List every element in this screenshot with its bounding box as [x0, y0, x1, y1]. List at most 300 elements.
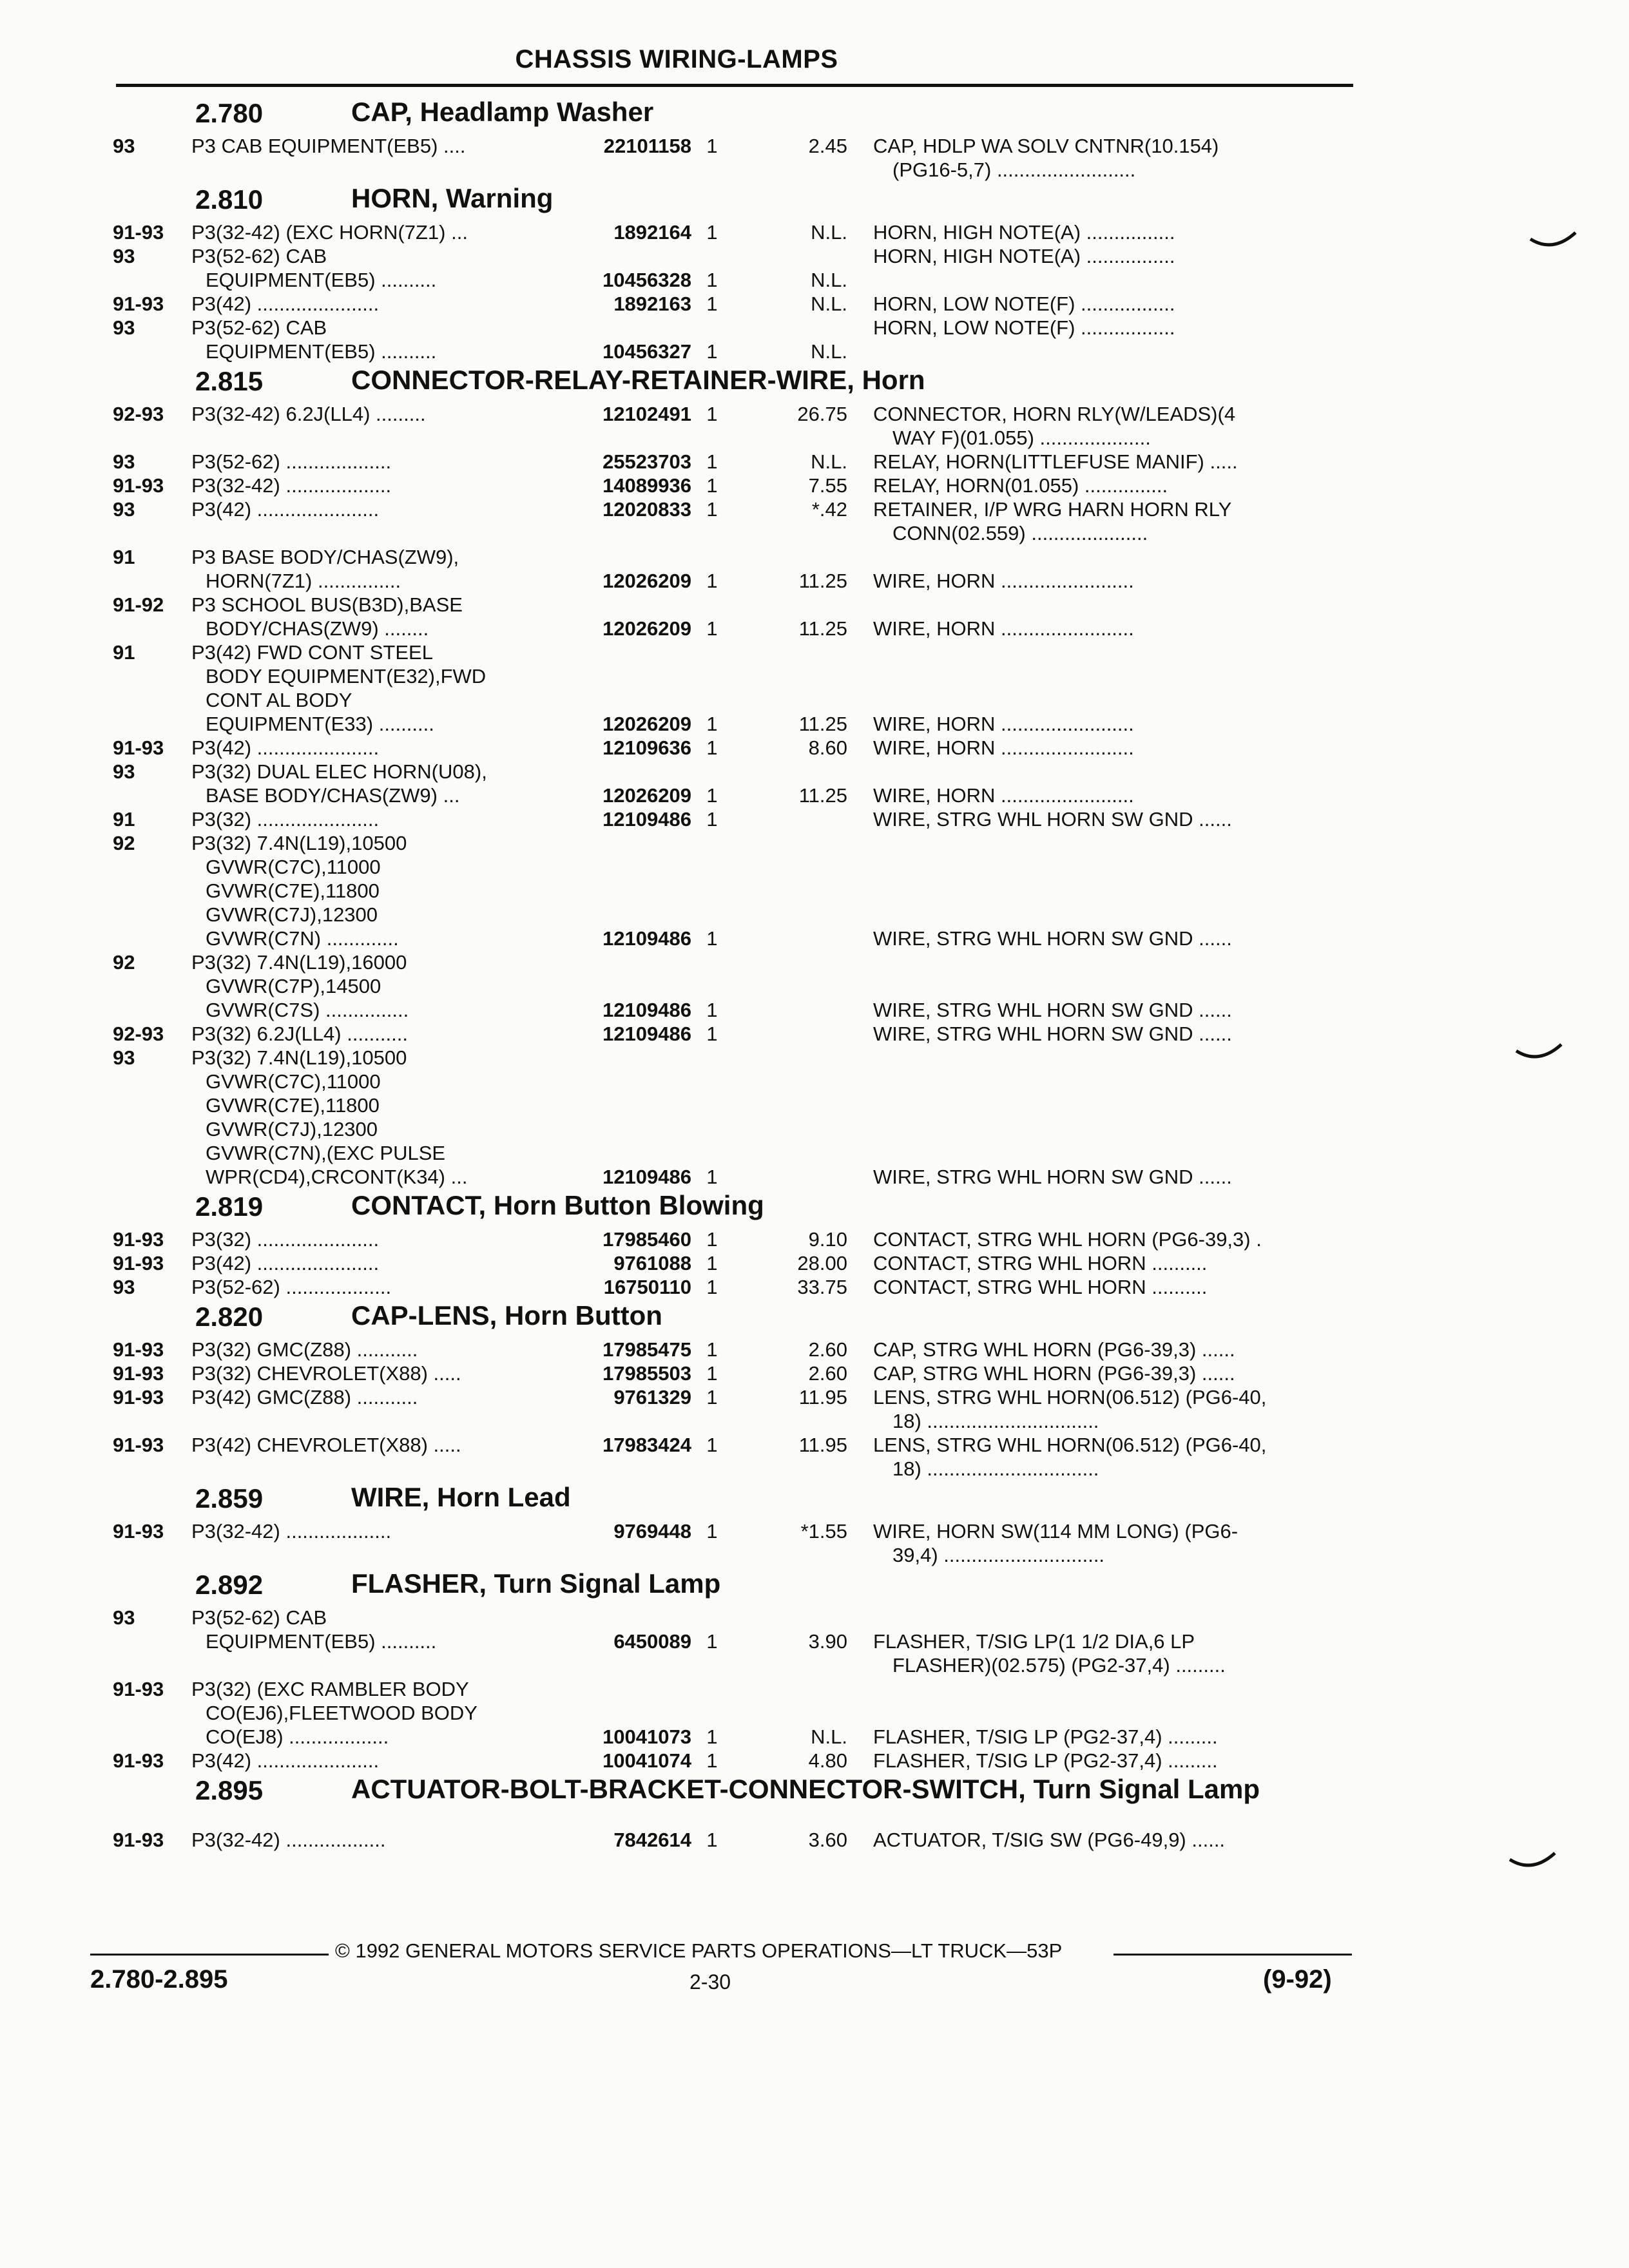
part-description-line [873, 593, 1350, 617]
application-line: EQUIPMENT(EB5) .......... [206, 1630, 437, 1653]
part-number: 12109486 [551, 998, 691, 1022]
part-number: 1892163 [551, 292, 691, 316]
footer-copyright: © 1992 GENERAL MOTORS SERVICE PARTS OPERATIONS—LT TRUCK—53P [335, 1939, 1063, 1962]
part-description-line [873, 1117, 1350, 1141]
application-line: P3(32) CHEVROLET(X88) ..... [191, 1362, 461, 1385]
check-mark-icon [1527, 229, 1579, 255]
application-line: P3(42) ...................... [191, 498, 380, 521]
check-mark-icon [1507, 1849, 1558, 1875]
section-title: FLASHER, Turn Signal Lamp [351, 1568, 721, 1599]
price: 11.95 [798, 1434, 847, 1456]
model-years: 93 [113, 135, 135, 157]
price: N.L. [811, 1725, 847, 1748]
part-description-line: HORN, HIGH NOTE(A) ................ [873, 245, 1175, 267]
application-line: P3 BASE BODY/CHAS(ZW9), [191, 546, 459, 568]
parts-list [113, 95, 1350, 1852]
model-years: 91-93 [113, 474, 164, 497]
footer-section-range: 2.780-2.895 [90, 1965, 228, 1994]
part-number: 12109486 [551, 927, 691, 950]
application-line: BODY EQUIPMENT(E32),FWD [206, 665, 487, 687]
application-line: P3(42) ...................... [191, 1252, 380, 1274]
quantity: 1 [706, 1362, 718, 1385]
section-title: CAP, Headlamp Washer [351, 97, 654, 127]
application-line: GVWR(C7N),(EXC PULSE [206, 1142, 446, 1164]
price: 2.45 [808, 135, 847, 157]
application-line: EQUIPMENT(EB5) .......... [206, 269, 437, 291]
part-number: 6450089 [551, 1629, 691, 1653]
part-row [113, 1022, 1350, 1046]
part-description-line [873, 640, 1350, 664]
application-line: GVWR(C7P),14500 [206, 975, 381, 997]
section-header [113, 1299, 1350, 1338]
quantity: 1 [706, 1386, 718, 1408]
quantity: 1 [706, 999, 718, 1021]
application-line: P3(32) 7.4N(L19),10500 [191, 1046, 407, 1069]
part-description-line [873, 1701, 1350, 1725]
part-row [113, 593, 1350, 640]
section-header [113, 1189, 1350, 1227]
quantity: 1 [706, 1829, 718, 1851]
section-number: 2.819 [195, 1191, 264, 1222]
part-row [113, 760, 1350, 807]
application-line: BODY/CHAS(ZW9) ........ [206, 617, 429, 640]
part-number: 22101158 [551, 134, 691, 158]
quantity: 1 [706, 293, 718, 315]
part-row [113, 640, 1350, 736]
part-row [113, 807, 1350, 831]
model-years: 92 [113, 832, 135, 854]
section-header [113, 1567, 1350, 1606]
part-number: 12109636 [551, 736, 691, 760]
part-row [113, 1828, 1350, 1852]
part-description-line: WIRE, HORN ........................ [873, 784, 1134, 807]
section-header [113, 95, 1350, 134]
part-description [873, 497, 1350, 545]
quantity: 1 [706, 403, 718, 425]
application-line: P3(32) DUAL ELEC HORN(U08), [191, 760, 487, 783]
application-line: P3(52-62) CAB [191, 245, 327, 267]
price: 11.95 [798, 1386, 847, 1408]
price: 4.80 [808, 1749, 847, 1772]
part-description-line: CONTACT, STRG WHL HORN (PG6-39,3) . [873, 1228, 1262, 1251]
footer-rule-right [1113, 1954, 1352, 1956]
part-description [873, 1749, 1350, 1773]
section-number: 2.895 [195, 1775, 264, 1805]
part-description-line: HORN, HIGH NOTE(A) ................ [873, 221, 1175, 244]
model-years: 91-93 [113, 1749, 164, 1772]
part-description [873, 1227, 1350, 1251]
section-number: 2.859 [195, 1483, 264, 1514]
part-description-line [873, 760, 1350, 783]
part-description-line: RELAY, HORN(01.055) ............... [873, 474, 1168, 497]
part-description [873, 402, 1350, 450]
application-line: GVWR(C7E),11800 [206, 879, 380, 902]
application-line: P3(42) ...................... [191, 1749, 380, 1772]
model-years: 93 [113, 498, 135, 521]
part-description-line: CAP, STRG WHL HORN (PG6-39,3) ...... [873, 1362, 1235, 1385]
quantity: 1 [706, 1725, 718, 1748]
application-line: P3(32) ...................... [191, 1228, 380, 1251]
part-description-line [873, 1677, 1350, 1701]
model-years: 91-93 [113, 1520, 164, 1542]
quantity: 1 [706, 1023, 718, 1045]
part-description-line: WIRE, STRG WHL HORN SW GND ...... [873, 999, 1232, 1021]
section-number: 2.892 [195, 1570, 264, 1600]
application-line: HORN(7Z1) ............... [206, 570, 401, 592]
part-description-line: FLASHER, T/SIG LP(1 1/2 DIA,6 LP [873, 1630, 1195, 1653]
part-description-line [873, 950, 1350, 974]
part-number: 12109486 [551, 1022, 691, 1046]
part-description-line: ACTUATOR, T/SIG SW (PG6-49,9) ...... [873, 1829, 1226, 1851]
quantity: 1 [706, 808, 718, 831]
price: 2.60 [808, 1362, 847, 1385]
part-description-line: WIRE, HORN SW(114 MM LONG) (PG6- [873, 1520, 1239, 1542]
part-row [113, 545, 1350, 593]
part-row [113, 1338, 1350, 1361]
part-description-line [873, 974, 1350, 998]
price: 7.55 [808, 474, 847, 497]
model-years: 91 [113, 641, 135, 664]
part-description-line [873, 1093, 1350, 1117]
part-number: 7842614 [551, 1828, 691, 1852]
application-line: P3(32-42) ................... [191, 1520, 392, 1542]
part-description [873, 244, 1350, 268]
part-description-line: FLASHER, T/SIG LP (PG2-37,4) ......... [873, 1725, 1218, 1748]
model-years: 93 [113, 1606, 135, 1629]
quantity: 1 [706, 498, 718, 521]
price: 3.60 [808, 1829, 847, 1851]
model-years: 91-93 [113, 1386, 164, 1408]
part-row [113, 1251, 1350, 1275]
price: 28.00 [797, 1252, 847, 1274]
part-description [873, 1519, 1350, 1567]
part-row [113, 402, 1350, 450]
price: *.42 [811, 498, 847, 521]
part-description [873, 760, 1350, 807]
application-line: P3(32) 6.2J(LL4) ........... [191, 1023, 408, 1045]
part-description [873, 1677, 1350, 1749]
quantity: 1 [706, 927, 718, 950]
model-years: 91-93 [113, 1678, 164, 1700]
price: 11.25 [798, 570, 847, 592]
application-line: P3(32-42) (EXC HORN(7Z1) ... [191, 221, 468, 244]
part-description [873, 1338, 1350, 1361]
model-years: 91 [113, 546, 135, 568]
part-description [873, 220, 1350, 244]
quantity: 1 [706, 1338, 718, 1361]
section-title: CONTACT, Horn Button Blowing [351, 1190, 764, 1220]
model-years: 91-93 [113, 736, 164, 759]
part-description-line: RELAY, HORN(LITTLEFUSE MANIF) ..... [873, 450, 1238, 473]
part-description [873, 736, 1350, 760]
price: 33.75 [797, 1276, 847, 1298]
price: N.L. [811, 340, 847, 363]
part-description-line [873, 545, 1350, 569]
section-header [113, 363, 1350, 402]
section-number: 2.780 [195, 98, 264, 128]
price: N.L. [811, 450, 847, 473]
part-description-line: CAP, STRG WHL HORN (PG6-39,3) ...... [873, 1338, 1235, 1361]
part-description-line: CONTACT, STRG WHL HORN .......... [873, 1276, 1208, 1298]
model-years: 93 [113, 760, 135, 783]
quantity: 1 [706, 474, 718, 497]
part-description-line: CONTACT, STRG WHL HORN .......... [873, 1252, 1208, 1274]
part-description [873, 1275, 1350, 1299]
part-description-line [873, 855, 1350, 879]
part-description [873, 450, 1350, 474]
application-line: P3(42) ...................... [191, 736, 380, 759]
part-description-line [873, 688, 1350, 712]
part-number: 1892164 [551, 220, 691, 244]
part-description [873, 640, 1350, 736]
part-number: 17983424 [551, 1433, 691, 1457]
part-number: 12102491 [551, 402, 691, 426]
part-number: 9769448 [551, 1519, 691, 1543]
part-description [873, 1251, 1350, 1275]
application-line: GVWR(C7C),11000 [206, 1070, 381, 1093]
part-description-line: WAY F)(01.055) .................... [892, 427, 1151, 449]
part-row [113, 1749, 1350, 1773]
quantity: 1 [706, 1630, 718, 1653]
part-description [873, 593, 1350, 640]
part-number: 25523703 [551, 450, 691, 474]
part-description [873, 292, 1350, 316]
part-row [113, 497, 1350, 545]
quantity: 1 [706, 135, 718, 157]
application-line: P3(52-62) ................... [191, 450, 392, 473]
part-number: 12109486 [551, 807, 691, 831]
price: 9.10 [808, 1228, 847, 1251]
part-description-line [873, 1141, 1350, 1165]
part-description [873, 545, 1350, 593]
part-description-line [873, 664, 1350, 688]
part-number: 12026209 [551, 712, 691, 736]
part-description-line [873, 831, 1350, 855]
application-line: P3(42) FWD CONT STEEL [191, 641, 433, 664]
part-description-line: CONNECTOR, HORN RLY(W/LEADS)(4 [873, 403, 1236, 425]
price: 11.25 [798, 617, 847, 640]
quantity: 1 [706, 784, 718, 807]
model-years: 91-93 [113, 1362, 164, 1385]
part-row [113, 244, 1350, 292]
part-description [873, 1046, 1350, 1189]
part-description-line [873, 1046, 1350, 1070]
application-line: BASE BODY/CHAS(ZW9) ... [206, 784, 460, 807]
application-line: GVWR(C7E),11800 [206, 1094, 380, 1117]
part-row [113, 220, 1350, 244]
part-number: 17985503 [551, 1361, 691, 1385]
application-line: CO(EJ6),FLEETWOOD BODY [206, 1702, 477, 1724]
footer-date: (9-92) [1263, 1965, 1332, 1994]
part-number: 10041073 [551, 1725, 691, 1749]
part-description-line: 18) ............................... [892, 1410, 1099, 1432]
part-description [873, 1361, 1350, 1385]
model-years: 91-93 [113, 293, 164, 315]
application-line: P3(52-62) ................... [191, 1276, 392, 1298]
part-description-line: 18) ............................... [892, 1457, 1099, 1480]
quantity: 1 [706, 1228, 718, 1251]
part-description-line: LENS, STRG WHL HORN(06.512) (PG6-40, [873, 1386, 1267, 1408]
part-number: 10456328 [551, 268, 691, 292]
part-description [873, 807, 1350, 831]
part-row [113, 1385, 1350, 1433]
part-row [113, 1275, 1350, 1299]
part-description-line [873, 1606, 1350, 1629]
application-line: GVWR(C7J),12300 [206, 1118, 378, 1140]
model-years: 91-93 [113, 221, 164, 244]
price: 3.90 [808, 1630, 847, 1653]
quantity: 1 [706, 340, 718, 363]
quantity: 1 [706, 1434, 718, 1456]
application-line: P3(42) ...................... [191, 293, 380, 315]
footer-rule-left [90, 1954, 329, 1956]
part-description-line: WIRE, STRG WHL HORN SW GND ...... [873, 808, 1232, 831]
section-number: 2.820 [195, 1302, 264, 1332]
model-years: 93 [113, 450, 135, 473]
part-description [873, 1606, 1350, 1677]
quantity: 1 [706, 570, 718, 592]
footer-page-number: 2-30 [689, 1970, 731, 1994]
part-description-line: 39,4) ............................. [892, 1544, 1105, 1566]
part-row [113, 1361, 1350, 1385]
page-title: CHASSIS WIRING-LAMPS [515, 45, 838, 73]
part-number: 9761329 [551, 1385, 691, 1409]
model-years: 92-93 [113, 403, 164, 425]
price: 11.25 [798, 713, 847, 735]
quantity: 1 [706, 1276, 718, 1298]
part-row [113, 950, 1350, 1022]
part-row [113, 1677, 1350, 1749]
application-line: EQUIPMENT(E33) .......... [206, 713, 434, 735]
application-line: CO(EJ8) .................. [206, 1725, 389, 1748]
part-number: 12026209 [551, 569, 691, 593]
part-description-line [873, 879, 1350, 903]
price: 2.60 [808, 1338, 847, 1361]
price: 8.60 [808, 736, 847, 759]
section-title: CAP-LENS, Horn Button [351, 1300, 662, 1331]
part-description-line: HORN, LOW NOTE(F) ................. [873, 316, 1175, 339]
part-description-line: RETAINER, I/P WRG HARN HORN RLY [873, 498, 1232, 521]
price: N.L. [811, 221, 847, 244]
model-years: 91-93 [113, 1434, 164, 1456]
quantity: 1 [706, 1252, 718, 1274]
price: N.L. [811, 293, 847, 315]
part-row [113, 1227, 1350, 1251]
application-line: WPR(CD4),CRCONT(K34) ... [206, 1166, 468, 1188]
quantity: 1 [706, 1520, 718, 1542]
model-years: 92-93 [113, 1023, 164, 1045]
price: 26.75 [797, 403, 847, 425]
application-line: P3 SCHOOL BUS(B3D),BASE [191, 593, 463, 616]
part-number: 12020833 [551, 497, 691, 521]
part-description-line [873, 1070, 1350, 1093]
application-line: P3(32) 7.4N(L19),16000 [191, 951, 407, 974]
application-line: GVWR(C7C),11000 [206, 856, 381, 878]
model-years: 92 [113, 951, 135, 974]
model-years: 93 [113, 316, 135, 339]
quantity: 1 [706, 1749, 718, 1772]
model-years: 91-93 [113, 1228, 164, 1251]
application-line: P3(52-62) CAB [191, 1606, 327, 1629]
part-row [113, 134, 1350, 182]
part-description-line: WIRE, STRG WHL HORN SW GND ...... [873, 1023, 1232, 1045]
application-line: GVWR(C7J),12300 [206, 903, 378, 926]
part-description [873, 950, 1350, 1022]
part-description-line: (PG16-5,7) ......................... [892, 159, 1136, 181]
part-description [873, 831, 1350, 950]
part-description-line: CAP, HDLP WA SOLV CNTNR(10.154) [873, 135, 1219, 157]
application-line: P3(32) 7.4N(L19),10500 [191, 832, 407, 854]
application-line: P3 CAB EQUIPMENT(EB5) .... [191, 135, 466, 157]
price: N.L. [811, 269, 847, 291]
part-description-line: CONN(02.559) ..................... [892, 522, 1148, 544]
part-description-line: HORN, LOW NOTE(F) ................. [873, 293, 1175, 315]
application-line: P3(52-62) CAB [191, 316, 327, 339]
part-description-line: WIRE, STRG WHL HORN SW GND ...... [873, 927, 1232, 950]
part-number: 14089936 [551, 474, 691, 497]
application-line: P3(32-42) .................. [191, 1829, 386, 1851]
section-header [113, 1481, 1350, 1519]
header-rule [116, 84, 1353, 87]
application-line: GVWR(C7S) ............... [206, 999, 409, 1021]
part-description [873, 134, 1350, 182]
application-line: EQUIPMENT(EB5) .......... [206, 340, 437, 363]
part-row [113, 292, 1350, 316]
part-number: 12109486 [551, 1165, 691, 1189]
part-description-line: FLASHER)(02.575) (PG2-37,4) ......... [892, 1654, 1226, 1677]
part-description-line: WIRE, HORN ........................ [873, 617, 1134, 640]
model-years: 91-93 [113, 1829, 164, 1851]
part-description [873, 474, 1350, 497]
model-years: 91 [113, 808, 135, 831]
part-number: 12026209 [551, 783, 691, 807]
part-row [113, 736, 1350, 760]
section-header [113, 1773, 1350, 1828]
part-row [113, 1046, 1350, 1189]
part-number: 9761088 [551, 1251, 691, 1275]
part-number: 17985475 [551, 1338, 691, 1361]
price: *1.55 [800, 1520, 847, 1542]
quantity: 1 [706, 269, 718, 291]
model-years: 91-93 [113, 1338, 164, 1361]
quantity: 1 [706, 221, 718, 244]
part-row [113, 1606, 1350, 1677]
application-line: P3(42) CHEVROLET(X88) ..... [191, 1434, 461, 1456]
part-description [873, 1022, 1350, 1046]
quantity: 1 [706, 617, 718, 640]
part-number: 10041074 [551, 1749, 691, 1773]
model-years: 93 [113, 1276, 135, 1298]
part-description-line: WIRE, STRG WHL HORN SW GND ...... [873, 1166, 1232, 1188]
section-title: ACTUATOR-BOLT-BRACKET-CONNECTOR-SWITCH, Turn Signal Lamp [351, 1774, 1260, 1804]
part-row [113, 1519, 1350, 1567]
part-number: 16750110 [551, 1275, 691, 1299]
part-description-line: FLASHER, T/SIG LP (PG2-37,4) ......... [873, 1749, 1218, 1772]
part-description-line: WIRE, HORN ........................ [873, 713, 1134, 735]
part-row [113, 316, 1350, 363]
part-description [873, 1433, 1350, 1481]
quantity: 1 [706, 450, 718, 473]
part-number: 12026209 [551, 617, 691, 640]
part-description [873, 1828, 1350, 1852]
part-description [873, 316, 1350, 340]
quantity: 1 [706, 1166, 718, 1188]
application-line: P3(32) ...................... [191, 808, 380, 831]
application-line: P3(32) GMC(Z88) ........... [191, 1338, 418, 1361]
model-years: 91-93 [113, 1252, 164, 1274]
application-line: P3(32) (EXC RAMBLER BODY [191, 1678, 469, 1700]
section-number: 2.815 [195, 366, 264, 396]
